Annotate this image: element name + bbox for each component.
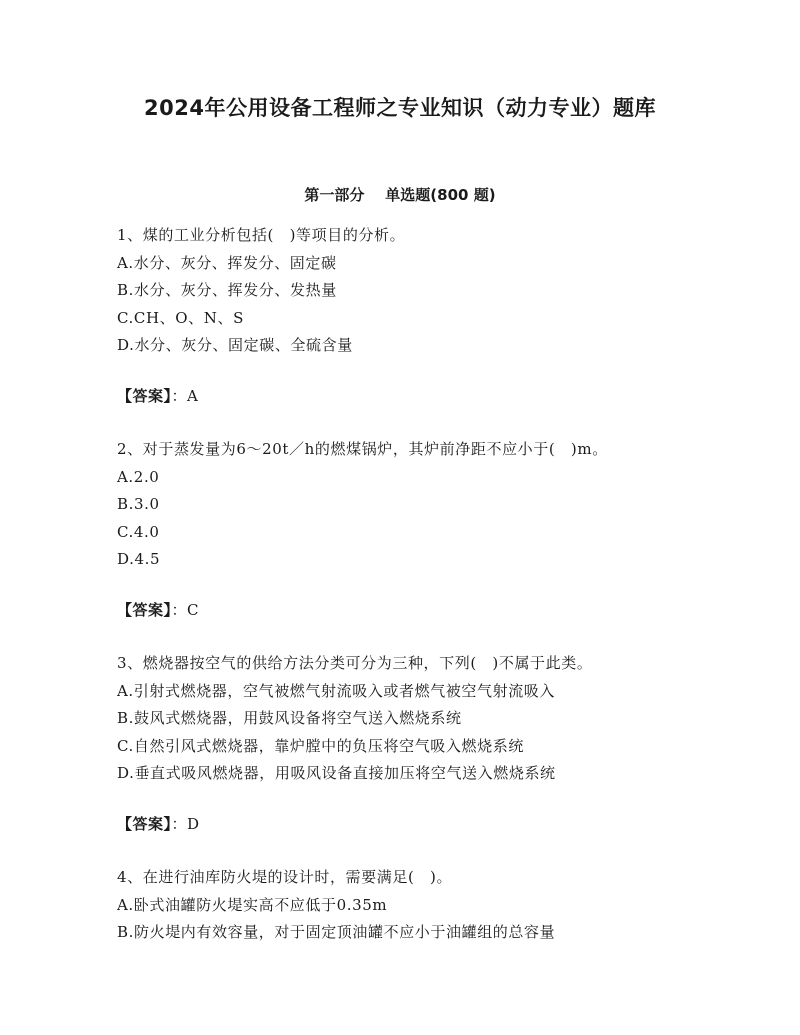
option-c: C.自然引风式燃烧器，靠炉膛中的负压将空气吸入燃烧系统: [117, 736, 524, 755]
option-a: A.引射式燃烧器，空气被燃气射流吸入或者燃气被空气射流吸入: [117, 681, 556, 700]
question-text: 3、燃烧器按空气的供给方法分类可分为三种，下列( )不属于此类。: [117, 654, 593, 672]
option-a: A.卧式油罐防火堤实高不应低于0.35m: [117, 895, 388, 914]
answer-value: ：C: [171, 600, 199, 619]
answer-label: 【答案】: [117, 814, 172, 833]
answer-label: 【答案】: [117, 386, 172, 405]
option-b: B.3.0: [117, 495, 160, 513]
question-item: [117, 864, 677, 947]
option-b: B.防火堤内有效容量，对于固定顶油罐不应小于油罐组的总容量: [117, 923, 556, 941]
question-item: [117, 222, 677, 410]
answer-line: [117, 597, 677, 625]
option-b: B.水分、灰分、挥发分、发热量: [117, 281, 337, 299]
question-item: [117, 436, 677, 624]
answer-label: 【答案】: [117, 600, 172, 619]
answer-value: ：D: [171, 814, 200, 833]
section-title: 第一部分 单选题(800 题): [304, 186, 496, 204]
question-list: [117, 222, 677, 973]
answer-value: ：A: [171, 386, 199, 405]
question-item: [117, 650, 677, 838]
document-title: 2024年公用设备工程师之专业知识（动力专业）题库: [144, 96, 656, 120]
option-c: C.4.0: [117, 522, 160, 541]
question-text: 4、在进行油库防火堤的设计时，需要满足( )。: [117, 868, 453, 886]
answer-line: [117, 811, 677, 839]
option-d: D.4.5: [117, 550, 161, 568]
option-b: B.鼓风式燃烧器，用鼓风设备将空气送入燃烧系统: [117, 709, 462, 727]
answer-line: [117, 383, 677, 411]
option-a: A.2.0: [117, 467, 160, 486]
option-c: C.CH、O、N、S: [117, 308, 244, 327]
question-text: 1、煤的工业分析包括( )等项目的分析。: [117, 226, 406, 244]
option-d: D.水分、灰分、固定碳、全硫含量: [117, 336, 353, 354]
option-a: A.水分、灰分、挥发分、固定碳: [117, 253, 337, 272]
option-d: D.垂直式吸风燃烧器，用吸风设备直接加压将空气送入燃烧系统: [117, 764, 556, 782]
question-text: 2、对于蒸发量为6～20t／h的燃煤锅炉，其炉前净距不应小于( )m。: [117, 440, 608, 458]
